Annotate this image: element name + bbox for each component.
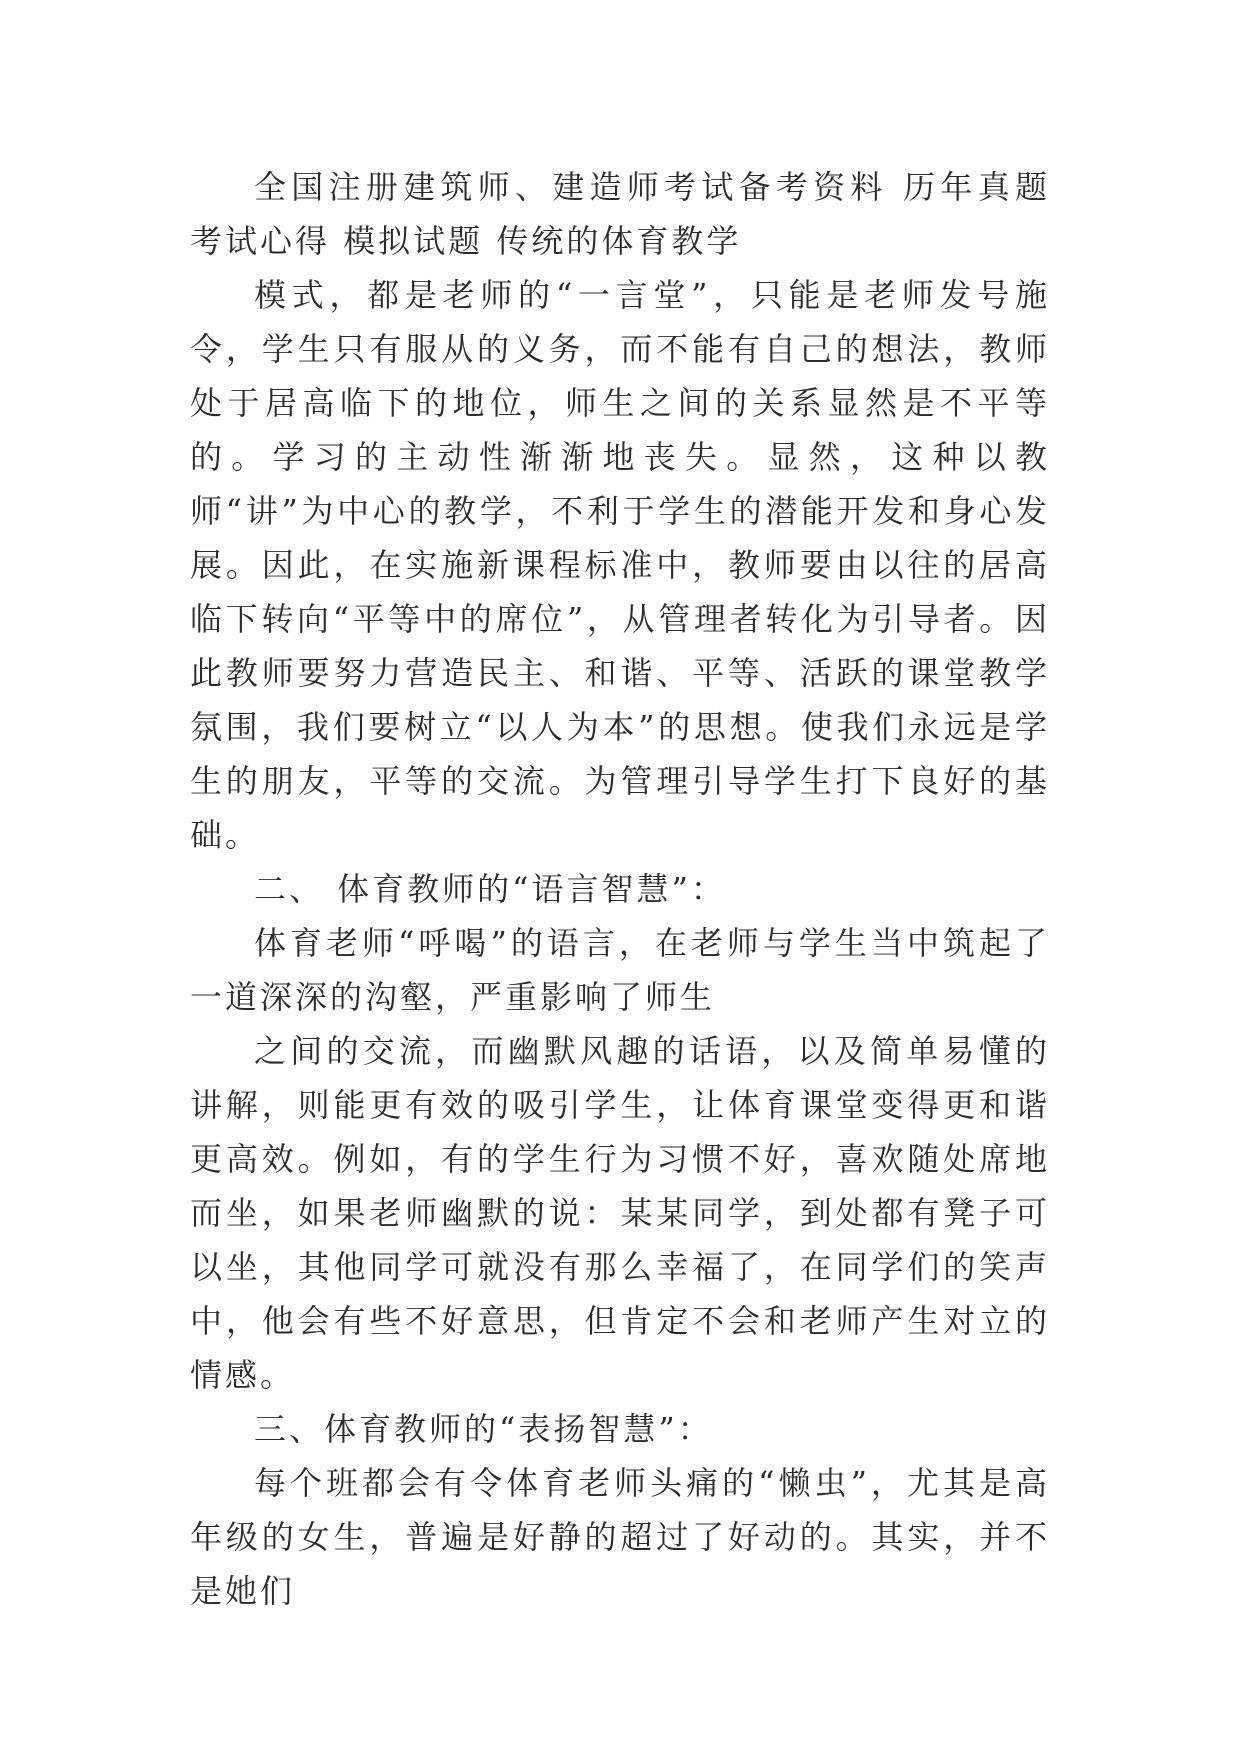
paragraph-intro: 全国注册建筑师、建造师考试备考资料 历年真题 考试心得 模拟试题 传统的体育教学 — [190, 168, 1050, 260]
paragraph-language-2: 之间的交流，而幽默风趣的话语，以及简单易懂的讲解，则能更有效的吸引学生，让体育课堂变得更和谐更高效。例如，有的学生行为习惯不好，喜欢随处席地而坐，如果老师幽默的说：某某同学，到处都有凳子可以坐，其他同学可就没有那么幸福了，在同学们的笑声中，他会有些不好意思，但肯定不会和老师产生对立的情感。 — [190, 1032, 1050, 1394]
paragraph-praise: 每个班都会有令体育老师头痛的“懒虫”，尤其是高年级的女生，普遍是好静的超过了好动的。其实，并不是她们 — [190, 1464, 1050, 1610]
document-body — [190, 160, 1050, 1618]
paragraph-teaching-mode: 模式，都是老师的“一言堂”，只能是老师发号施令，学生只有服从的义务，而不能有自己的想法，教师处于居高临下的地位，师生之间的关系显然是不平等的。学习的主动性渐渐地丧失。显然，这种以教师“讲”为中心的教学，不利于学生的潜能开发和身心发展。因此，在实施新课程标准中，教师要由以往的居高临下转向“平等中的席位”，从管理者转化为引导者。因此教师要努力营造民主、和谐、平等、活跃的课堂教学氛围，我们要树立“以人为本”的思想。使我们永远是学生的朋友，平等的交流。为管理引导学生打下良好的基础。 — [190, 276, 1050, 854]
section-heading-language-wisdom: 二、 体育教师的“语言智慧”： — [254, 870, 726, 908]
section-heading-praise-wisdom: 三、体育教师的“表扬智慧”： — [254, 1410, 713, 1448]
paragraph-language-1: 体育老师“呼喝”的语言，在老师与学生当中筑起了一道深深的沟壑，严重影响了师生 — [190, 924, 1050, 1016]
